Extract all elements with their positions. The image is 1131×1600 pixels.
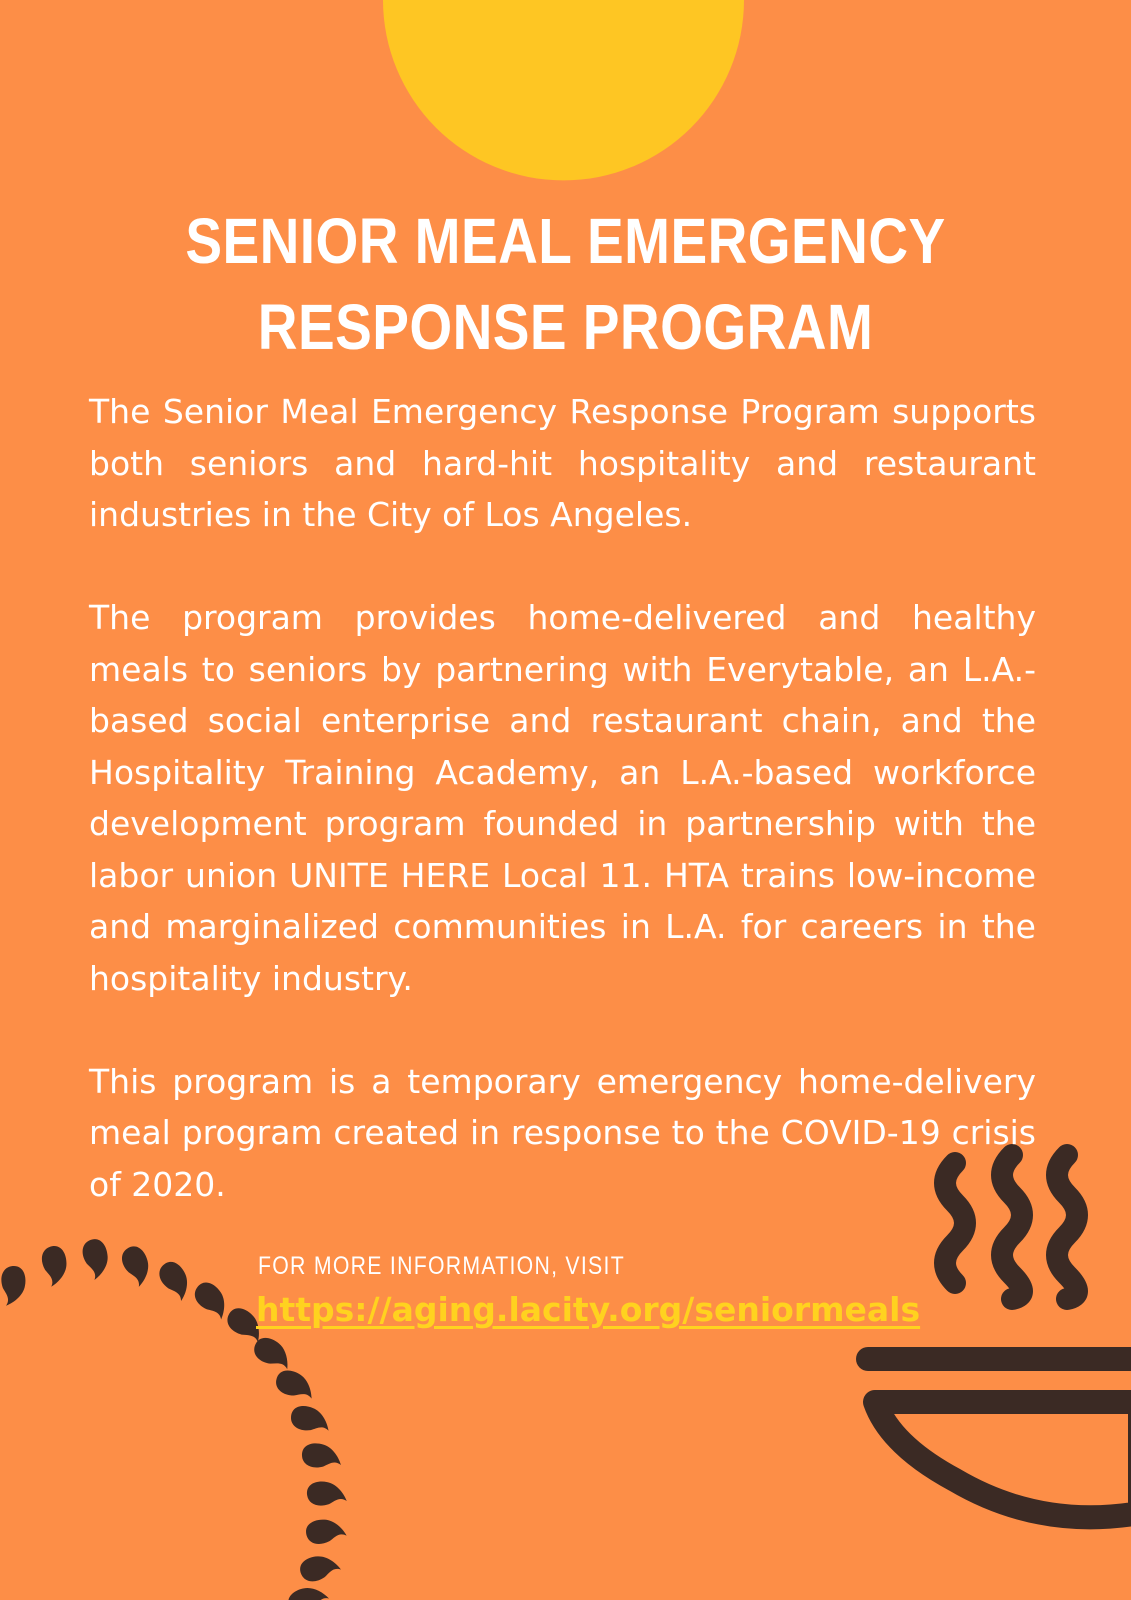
title-line: RESPONSE PROGRAM	[257, 291, 874, 363]
page-title	[131, 198, 1000, 370]
seniormeals-link[interactable]: https://aging.lacity.org/seniormeals	[256, 1290, 921, 1329]
description	[89, 386, 1036, 1262]
paragraph-intro: The Senior Meal Emergency Response Program supports both seniors and hard-hit hospitality and restaurant industries in the City of Los Angeles.	[89, 392, 1036, 534]
paragraph-covid: This program is a temporary emergency home-delivery meal program created in response to the COVID-19 crisis of 2020.	[89, 1061, 1036, 1204]
more-info-label: FOR MORE INFORMATION, VISIT	[258, 1252, 625, 1280]
paragraph-partners: The program provides home-delivered and healthy meals to seniors by partnering with Everytable, an L.A.-based social enterprise and restaurant chain, and the Hospitality Training Academy, an L.A.-based workforce development program founded in partnership with the labor union UNITE HERE Local 11. HTA trains low-income and marginalized communities in L.A. for careers in the hospitality industry.	[89, 598, 1036, 998]
title-line: SENIOR MEAL EMERGENCY	[185, 205, 946, 277]
